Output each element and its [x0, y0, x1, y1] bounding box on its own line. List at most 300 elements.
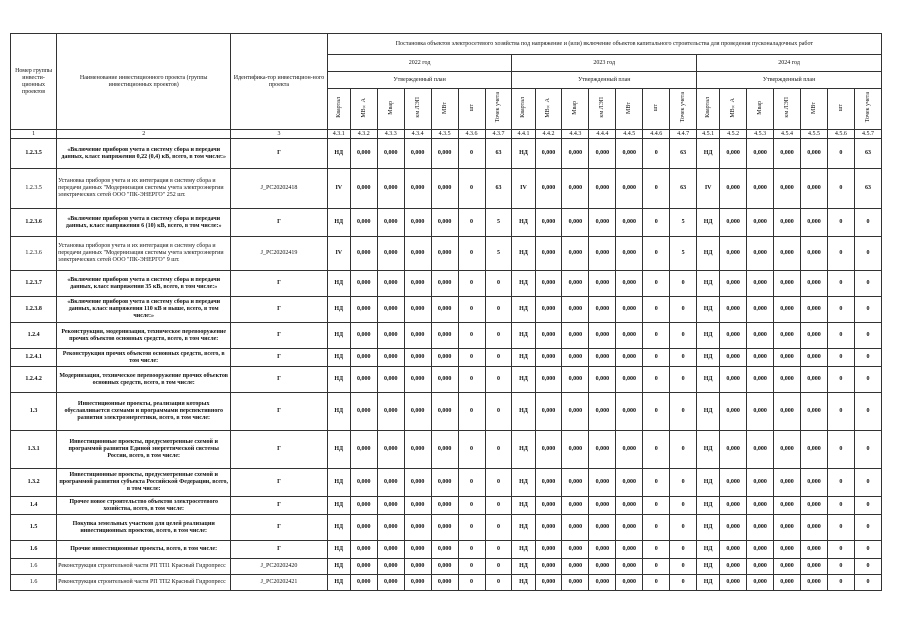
value-cell: 0,000	[774, 575, 801, 591]
value-cell: 0,000	[404, 559, 431, 575]
subcol-label: Мвар	[757, 100, 764, 115]
row-number: 1.3.2	[11, 469, 57, 497]
value-cell: 0,000	[589, 393, 616, 431]
value-cell: 0,000	[350, 323, 377, 349]
value-cell: 0	[458, 323, 485, 349]
value-cell: 0,000	[720, 559, 747, 575]
value-cell: НД	[327, 323, 350, 349]
value-cell: НД	[512, 515, 535, 541]
value-cell: НД	[697, 559, 720, 575]
value-cell: 0	[643, 169, 670, 209]
value-cell: 0	[670, 323, 697, 349]
value-cell: 0,000	[377, 515, 404, 541]
value-cell: 0,000	[801, 271, 828, 297]
value-cell: 0	[827, 559, 854, 575]
value-cell: 0,000	[616, 469, 643, 497]
value-cell: НД	[512, 497, 535, 515]
value-cell: 63	[670, 139, 697, 169]
subcol-header	[643, 89, 670, 130]
row-name: Реконструкция строительной части РП ТП1 Красный Гидропресс	[57, 559, 231, 575]
value-cell: 0,000	[801, 169, 828, 209]
value-cell: 0,000	[535, 541, 562, 559]
value-cell: 0,000	[535, 497, 562, 515]
value-cell: 0,000	[720, 497, 747, 515]
value-cell: 0,000	[801, 393, 828, 431]
row-identifier: Г	[231, 393, 328, 431]
value-cell: 0,000	[801, 349, 828, 367]
value-cell: 0,000	[747, 497, 774, 515]
investment-table	[10, 33, 882, 591]
value-cell: 0,000	[774, 559, 801, 575]
value-cell: 0,000	[350, 575, 377, 591]
value-cell: 0,000	[377, 271, 404, 297]
value-cell: 0,000	[350, 169, 377, 209]
value-cell: НД	[327, 139, 350, 169]
value-cell: 0,000	[535, 271, 562, 297]
subcol-header	[697, 89, 720, 130]
value-cell: 0,000	[431, 297, 458, 323]
value-cell: 0,000	[535, 169, 562, 209]
value-cell: 0,000	[589, 209, 616, 237]
value-cell: 0,000	[589, 515, 616, 541]
value-cell: 0,000	[377, 297, 404, 323]
value-cell: 0,000	[774, 431, 801, 469]
subcol-header	[827, 89, 854, 130]
value-cell: 0,000	[747, 541, 774, 559]
table-row	[11, 431, 882, 469]
subcol-header	[854, 89, 881, 130]
value-cell: 0	[458, 169, 485, 209]
subcol-header	[747, 89, 774, 130]
value-cell: 0,000	[589, 559, 616, 575]
table-row	[11, 575, 882, 591]
value-cell: 0,000	[350, 209, 377, 237]
column-number: 4.5.1	[697, 130, 720, 139]
value-cell: 0,000	[801, 469, 828, 497]
column-number: 4.4.3	[562, 130, 589, 139]
column-number: 4.3.7	[485, 130, 512, 139]
value-cell: 0,000	[377, 169, 404, 209]
value-cell: 0,000	[616, 139, 643, 169]
value-cell: 0,000	[404, 515, 431, 541]
value-cell: 0,000	[589, 323, 616, 349]
row-number: 1.2.3.7	[11, 271, 57, 297]
value-cell: 0,000	[377, 541, 404, 559]
value-cell: 0,000	[774, 139, 801, 169]
value-cell: 0	[854, 541, 881, 559]
value-cell: 0,000	[720, 139, 747, 169]
row-name: «Включение приборов учета в систему сбора и передачи данных, класс напряжения 35 кВ, всего, в том числе:»	[57, 271, 231, 297]
row-number: 1.6	[11, 575, 57, 591]
value-cell: НД	[697, 349, 720, 367]
value-cell: 0,000	[616, 271, 643, 297]
value-cell: 0,000	[431, 209, 458, 237]
row-name: Прочие инвестиционные проекты, всего, в том числе:	[57, 541, 231, 559]
value-cell: НД	[512, 323, 535, 349]
value-cell: 0	[485, 469, 512, 497]
value-cell: НД	[512, 575, 535, 591]
value-cell: 0	[485, 349, 512, 367]
value-cell: 0,000	[562, 323, 589, 349]
table-row	[11, 559, 882, 575]
column-number: 4.5.2	[720, 130, 747, 139]
column-number: 4.4.1	[512, 130, 535, 139]
subcol-label: шт	[653, 103, 660, 112]
row-number: 1.6	[11, 559, 57, 575]
value-cell: 0,000	[562, 349, 589, 367]
value-cell: 0,000	[535, 575, 562, 591]
subcol-header	[377, 89, 404, 130]
year-header: 2023 год	[512, 55, 697, 72]
value-cell: 0,000	[616, 349, 643, 367]
value-cell: 0	[485, 515, 512, 541]
value-cell: 0,000	[616, 497, 643, 515]
value-cell: 0	[670, 497, 697, 515]
value-cell: 0	[827, 541, 854, 559]
value-cell: НД	[697, 271, 720, 297]
value-cell: 0,000	[404, 541, 431, 559]
column-number: 3	[231, 130, 328, 139]
value-cell: 0	[827, 139, 854, 169]
value-cell: 0,000	[747, 515, 774, 541]
value-cell: 0,000	[377, 323, 404, 349]
column-number: 4.5.5	[801, 130, 828, 139]
value-cell: 0,000	[720, 575, 747, 591]
value-cell: 0,000	[747, 237, 774, 271]
row-identifier: Г	[231, 367, 328, 393]
value-cell: 0,000	[431, 169, 458, 209]
value-cell: 0,000	[774, 271, 801, 297]
value-cell: 0	[485, 497, 512, 515]
value-cell: 0,000	[350, 559, 377, 575]
value-cell: 0	[643, 469, 670, 497]
value-cell: 0,000	[377, 393, 404, 431]
value-cell: НД	[512, 349, 535, 367]
value-cell: 0	[670, 469, 697, 497]
value-cell: 0,000	[562, 515, 589, 541]
value-cell: 0,000	[747, 469, 774, 497]
subcol-header	[485, 89, 512, 130]
value-cell: 0	[643, 575, 670, 591]
value-cell: 0,000	[404, 367, 431, 393]
value-cell: 0,000	[404, 469, 431, 497]
row-identifier: Г	[231, 139, 328, 169]
value-cell: 0	[854, 497, 881, 515]
column-number: 2	[57, 130, 231, 139]
value-cell: 0,000	[431, 237, 458, 271]
value-cell: 0,000	[562, 393, 589, 431]
value-cell: 0,000	[350, 393, 377, 431]
subcol-header	[327, 89, 350, 130]
value-cell: 0,000	[774, 469, 801, 497]
value-cell: 0,000	[589, 469, 616, 497]
value-cell: 0	[458, 393, 485, 431]
value-cell: 0,000	[616, 575, 643, 591]
value-cell: 0	[643, 515, 670, 541]
value-cell: 0	[670, 393, 697, 431]
value-cell: 0,000	[350, 431, 377, 469]
value-cell: 0,000	[377, 237, 404, 271]
value-cell: 0,000	[377, 469, 404, 497]
value-cell: 0	[827, 209, 854, 237]
value-cell: 0	[643, 349, 670, 367]
subcol-header	[774, 89, 801, 130]
subcol-label: МВт	[626, 101, 633, 114]
value-cell: 0,000	[535, 559, 562, 575]
row-number: 1.3	[11, 393, 57, 431]
col-group-header: Номер группы инвести-ционных проектов	[11, 34, 57, 130]
value-cell: 0,000	[774, 497, 801, 515]
value-cell: 0	[854, 559, 881, 575]
value-cell: 0,000	[377, 559, 404, 575]
value-cell: 0	[485, 541, 512, 559]
value-cell: 0,000	[774, 297, 801, 323]
row-identifier: Г	[231, 271, 328, 297]
column-number: 4.3.4	[404, 130, 431, 139]
column-number: 4.5.6	[827, 130, 854, 139]
value-cell: 0,000	[562, 541, 589, 559]
value-cell: НД	[327, 575, 350, 591]
value-cell: 0	[827, 367, 854, 393]
value-cell: 0,000	[801, 139, 828, 169]
subcol-header	[350, 89, 377, 130]
value-cell: 0,000	[774, 209, 801, 237]
value-cell: 0,000	[801, 367, 828, 393]
value-cell: 0,000	[616, 515, 643, 541]
value-cell: IV	[697, 169, 720, 209]
row-number: 1.2.3.5	[11, 169, 57, 209]
subcol-label: Мвар	[572, 100, 579, 115]
value-cell: 0,000	[720, 237, 747, 271]
row-identifier: Г	[231, 541, 328, 559]
value-cell: 0,000	[431, 367, 458, 393]
value-cell: 0	[827, 323, 854, 349]
column-number: 4.4.2	[535, 130, 562, 139]
value-cell: 0	[670, 431, 697, 469]
row-number: 1.2.4	[11, 323, 57, 349]
value-cell: 0	[854, 209, 881, 237]
value-cell: 0	[643, 393, 670, 431]
subcol-label: МВт	[441, 101, 448, 114]
value-cell: 0	[458, 139, 485, 169]
value-cell: НД	[512, 237, 535, 271]
value-cell: 0,000	[801, 575, 828, 591]
value-cell: 63	[485, 169, 512, 209]
value-cell: НД	[512, 367, 535, 393]
value-cell: 0	[643, 237, 670, 271]
value-cell: 0,000	[747, 559, 774, 575]
value-cell: 0,000	[747, 323, 774, 349]
row-name: Установка приборов учета и их интеграция в систему сбора и передачи данных "Модернизация системы учета электроэнергии электрических сетей ООО "ПК-ЭНЕРГО" 9 шт.	[57, 237, 231, 271]
row-name: «Включение приборов учета в систему сбора и передачи данных, класс напряжения 6 (10) кВ, всего, в том числе:»	[57, 209, 231, 237]
value-cell: 0,000	[431, 139, 458, 169]
subcol-label: МВ×А	[545, 97, 552, 118]
value-cell: 0,000	[431, 323, 458, 349]
value-cell: 0,000	[431, 431, 458, 469]
value-cell: 0,000	[720, 209, 747, 237]
value-cell: НД	[327, 349, 350, 367]
value-cell: 0,000	[747, 139, 774, 169]
value-cell: 0	[670, 559, 697, 575]
value-cell: 0	[485, 393, 512, 431]
value-cell: 0	[485, 575, 512, 591]
value-cell: 0	[854, 575, 881, 591]
value-cell: 0,000	[747, 169, 774, 209]
table-row	[11, 497, 882, 515]
value-cell: 0,000	[431, 575, 458, 591]
value-cell: 0,000	[404, 393, 431, 431]
table-row	[11, 169, 882, 209]
value-cell: 0,000	[589, 139, 616, 169]
row-name: Инвестиционные проекты, реализация которых обуславливается схемами и программами перспективного развития электроэнергетики, всего, в том числе:	[57, 393, 231, 431]
column-number: 4.5.3	[747, 130, 774, 139]
value-cell: 0,000	[377, 367, 404, 393]
row-name: Прочее новое строительство объектов электросетевого хозяйства, всего, в том числе:	[57, 497, 231, 515]
value-cell: 63	[670, 169, 697, 209]
value-cell: 0	[643, 209, 670, 237]
value-cell: 0	[827, 575, 854, 591]
value-cell: 0,000	[350, 237, 377, 271]
value-cell: 0,000	[801, 323, 828, 349]
value-cell: 0	[458, 541, 485, 559]
value-cell: 0	[854, 393, 881, 431]
value-cell: 0	[643, 541, 670, 559]
value-cell: 0,000	[350, 139, 377, 169]
value-cell: 0,000	[562, 575, 589, 591]
value-cell: 0,000	[774, 169, 801, 209]
subcol-label: шт	[837, 103, 844, 112]
row-identifier: J_PC20202421	[231, 575, 328, 591]
plan-header: Утвержденный план	[697, 72, 882, 89]
value-cell: 0,000	[535, 515, 562, 541]
row-identifier: Г	[231, 209, 328, 237]
value-cell: 0,000	[616, 431, 643, 469]
row-number: 1.2.3.8	[11, 297, 57, 323]
value-cell: 0,000	[747, 393, 774, 431]
value-cell: 0,000	[535, 297, 562, 323]
value-cell: 0,000	[589, 297, 616, 323]
value-cell: НД	[512, 209, 535, 237]
subcol-label: км ЛЭП	[784, 97, 791, 118]
column-number: 4.4.4	[589, 130, 616, 139]
value-cell: 0	[458, 367, 485, 393]
value-cell: 0,000	[562, 297, 589, 323]
value-cell: 0	[485, 559, 512, 575]
value-cell: 0,000	[589, 349, 616, 367]
col-name-header: Наименование инвестиционного проекта (группы инвестиционных проектов)	[57, 34, 231, 130]
plan-header: Утвержденный план	[327, 72, 512, 89]
value-cell: НД	[697, 515, 720, 541]
value-cell: 0,000	[350, 271, 377, 297]
value-cell: 0,000	[404, 431, 431, 469]
column-number: 4.3.5	[431, 130, 458, 139]
value-cell: НД	[327, 497, 350, 515]
value-cell: НД	[697, 237, 720, 271]
plan-header: Утвержденный план	[512, 72, 697, 89]
value-cell: 0,000	[535, 139, 562, 169]
value-cell: 0,000	[774, 349, 801, 367]
value-cell: 0,000	[747, 209, 774, 237]
value-cell: 0,000	[431, 515, 458, 541]
value-cell: НД	[327, 541, 350, 559]
value-cell: 0	[670, 541, 697, 559]
value-cell: 0	[458, 349, 485, 367]
value-cell: 0,000	[350, 515, 377, 541]
value-cell: 0,000	[720, 515, 747, 541]
value-cell: 0,000	[774, 237, 801, 271]
value-cell: НД	[697, 541, 720, 559]
row-identifier: Г	[231, 349, 328, 367]
row-identifier: J_PC20202419	[231, 237, 328, 271]
value-cell: 0,000	[616, 169, 643, 209]
value-cell: 0,000	[720, 431, 747, 469]
value-cell: 0,000	[377, 497, 404, 515]
value-cell: 0	[643, 431, 670, 469]
value-cell: 0,000	[431, 349, 458, 367]
value-cell: НД	[327, 469, 350, 497]
value-cell: 0	[670, 515, 697, 541]
row-name: Реконструкция прочих объектов основных средств, всего, в том числе:	[57, 349, 231, 367]
value-cell: 0,000	[801, 297, 828, 323]
value-cell: 0,000	[720, 349, 747, 367]
value-cell: 0,000	[350, 497, 377, 515]
value-cell: НД	[327, 559, 350, 575]
value-cell: НД	[697, 575, 720, 591]
subcol-label: шт	[468, 103, 475, 112]
subcol-label: Точек учета	[495, 92, 502, 123]
value-cell: 0,000	[562, 431, 589, 469]
value-cell: 63	[485, 139, 512, 169]
column-number: 4.4.7	[670, 130, 697, 139]
value-cell: 0,000	[720, 469, 747, 497]
value-cell: 0	[485, 297, 512, 323]
value-cell: 0,000	[801, 559, 828, 575]
value-cell: 0,000	[377, 139, 404, 169]
value-cell: 0,000	[589, 541, 616, 559]
value-cell: 0,000	[404, 349, 431, 367]
row-name: Покупка земельных участков для целей реализации инвестиционных проектов, всего, в том числе:	[57, 515, 231, 541]
value-cell: 0	[458, 237, 485, 271]
value-cell: 0,000	[404, 139, 431, 169]
value-cell: 0	[827, 237, 854, 271]
value-cell: 0	[458, 575, 485, 591]
value-cell: 0,000	[589, 367, 616, 393]
value-cell: 0,000	[801, 237, 828, 271]
value-cell: 0	[458, 297, 485, 323]
value-cell: 5	[485, 209, 512, 237]
value-cell: 0,000	[404, 237, 431, 271]
row-number: 1.2.4.2	[11, 367, 57, 393]
value-cell: 0	[458, 559, 485, 575]
value-cell: 0,000	[747, 431, 774, 469]
row-number: 1.6	[11, 541, 57, 559]
value-cell: НД	[512, 469, 535, 497]
value-cell: 0,000	[431, 393, 458, 431]
table-row	[11, 139, 882, 169]
row-identifier: Г	[231, 515, 328, 541]
subcol-label: Квартал	[705, 97, 712, 118]
value-cell: 0,000	[535, 237, 562, 271]
value-cell: 0	[854, 469, 881, 497]
value-cell: 0,000	[589, 497, 616, 515]
value-cell: 0	[827, 515, 854, 541]
value-cell: 0,000	[616, 559, 643, 575]
row-name: Реконструкция строительной части РП ТП2 Красный Гидропресс	[57, 575, 231, 591]
value-cell: 5	[485, 237, 512, 271]
value-cell: 0,000	[747, 367, 774, 393]
value-cell: НД	[327, 271, 350, 297]
document-sheet	[10, 33, 882, 591]
